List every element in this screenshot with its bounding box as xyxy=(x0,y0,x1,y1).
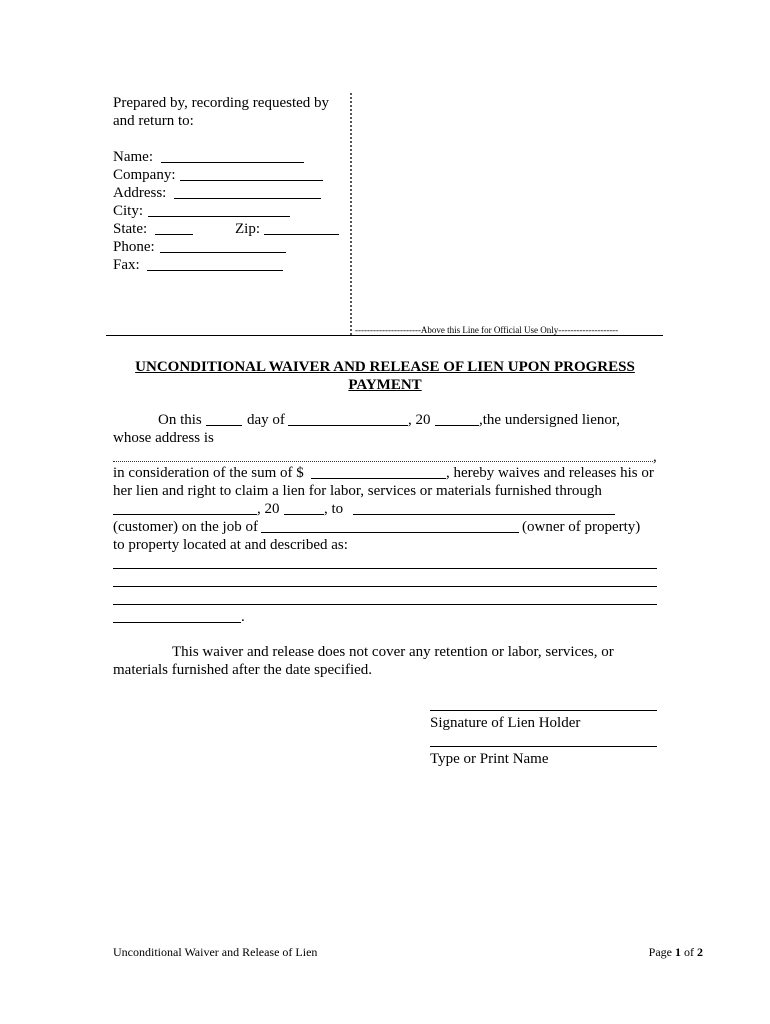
property-description-line-1[interactable] xyxy=(113,568,657,569)
address-field[interactable] xyxy=(174,198,321,199)
prepared-by-label: Prepared by, recording requested by xyxy=(113,95,330,111)
signature-field[interactable] xyxy=(430,710,657,711)
customer-field[interactable] xyxy=(353,514,615,515)
property-description-line-4[interactable] xyxy=(113,622,241,623)
her-lien-label: her lien and right to claim a lien for labor, services or materials furnished through xyxy=(113,483,602,499)
page-prefix: Page xyxy=(648,945,675,959)
print-name-label: Type or Print Name xyxy=(430,751,549,767)
page-indicator xyxy=(649,945,703,960)
zip-label: Zip: xyxy=(235,221,260,237)
on-this-label: On this xyxy=(158,412,202,428)
page-total: 2 xyxy=(697,945,703,959)
document-title-line2: PAYMENT xyxy=(348,377,422,393)
property-label: to property located at and described as: xyxy=(113,537,348,553)
property-description-line-2[interactable] xyxy=(113,586,657,587)
company-field[interactable] xyxy=(180,180,323,181)
consideration-label: in consideration of the sum of $ xyxy=(113,465,304,481)
zip-field[interactable] xyxy=(264,234,339,235)
undersigned-label: ,the undersigned lienor, xyxy=(479,412,621,428)
to-label: , to xyxy=(324,501,344,517)
whose-address-label: whose address is xyxy=(113,430,214,446)
through-year-field[interactable] xyxy=(284,514,324,515)
address-label: Address: xyxy=(113,185,167,201)
customer-label: (customer) on the job of xyxy=(113,519,258,535)
lienor-address-field[interactable] xyxy=(113,461,653,462)
return-to-label: and return to: xyxy=(113,113,194,129)
page-of: of xyxy=(681,945,697,959)
through-date-field[interactable] xyxy=(113,514,257,515)
name-field[interactable] xyxy=(161,162,304,163)
sum-field[interactable] xyxy=(311,478,446,479)
job-owner-field[interactable] xyxy=(261,532,519,533)
owner-label: (owner of property) xyxy=(522,519,641,535)
signature-label: Signature of Lien Holder xyxy=(430,715,581,731)
footer-title: Unconditional Waiver and Release of Lien xyxy=(113,945,318,959)
print-name-field[interactable] xyxy=(430,746,657,747)
company-label: Company: xyxy=(113,167,176,183)
property-description-line-3[interactable] xyxy=(113,604,657,605)
state-field[interactable] xyxy=(155,234,193,235)
phone-label: Phone: xyxy=(113,239,155,255)
waiver-note-line1: This waiver and release does not cover any retention or labor, services, or xyxy=(172,644,614,660)
hereby-label: , hereby waives and releases his or xyxy=(446,465,654,481)
day-of-label: day of xyxy=(247,412,285,428)
city-label: City: xyxy=(113,203,144,219)
recording-area-divider xyxy=(350,93,352,335)
name-label: Name: xyxy=(113,149,153,165)
official-use-separator xyxy=(106,335,663,336)
fax-field[interactable] xyxy=(147,270,283,271)
phone-field[interactable] xyxy=(160,252,286,253)
city-field[interactable] xyxy=(148,216,290,217)
address-comma: , xyxy=(653,449,657,465)
year2-label: , 20 xyxy=(257,501,280,517)
year-field[interactable] xyxy=(435,425,479,426)
description-period: . xyxy=(241,609,245,625)
document-title-line1: UNCONDITIONAL WAIVER AND RELEASE OF LIEN UPON PROGRESS xyxy=(135,359,635,375)
year-prefix-label: , 20 xyxy=(408,412,431,428)
day-field[interactable] xyxy=(206,425,242,426)
month-field[interactable] xyxy=(288,425,408,426)
state-label: State: xyxy=(113,221,148,237)
waiver-note-line2: materials furnished after the date specified. xyxy=(113,662,373,678)
fax-label: Fax: xyxy=(113,257,140,273)
page-number: 1 xyxy=(675,945,681,959)
official-use-label: ----------------------Above this Line for Official Use Only-------------------- xyxy=(355,325,619,335)
